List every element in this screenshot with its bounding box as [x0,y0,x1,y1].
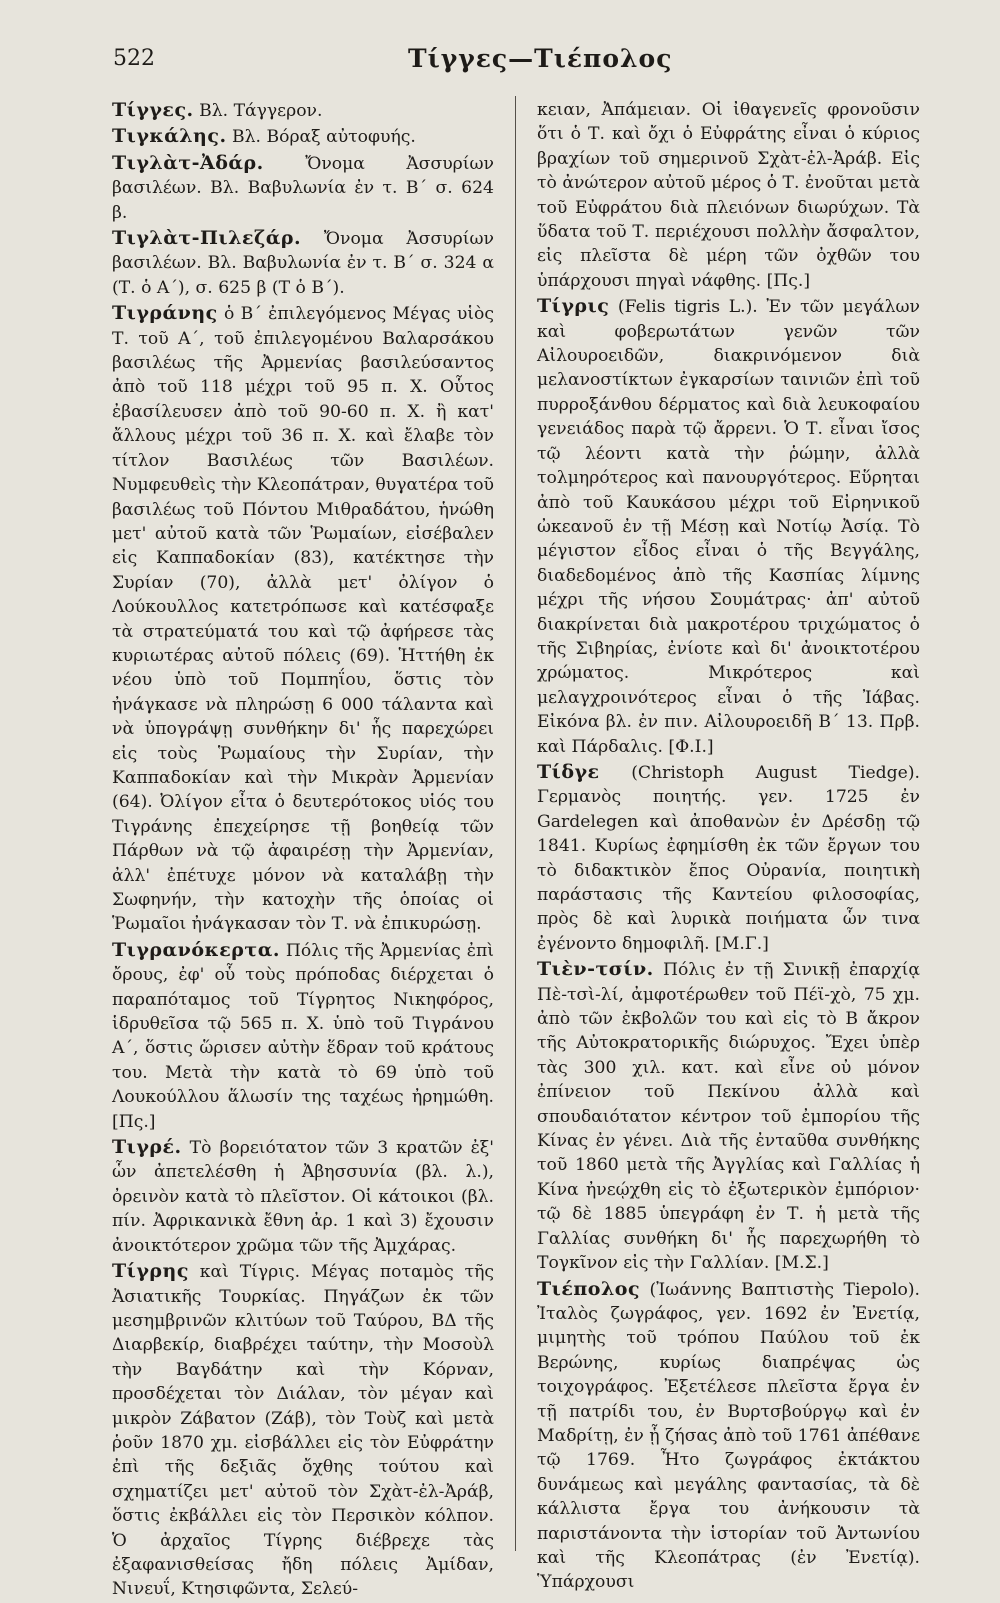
entry [112,301,494,937]
left-column [112,98,494,1603]
entry-headword: Τιγρανόκερτα. [112,938,280,961]
entry-text: Πόλις τῆς Ἀρμενίας ἐπὶ ὄρους, ἐφ' οὗ τοὺς πρόποδας διέρχεται ὁ παραπόταμος τοῦ Τίγρητος Νικηφόρος, ἱδρυθεῖσα τῷ 565 π. Χ. ὑπὸ τοῦ Τιγράνου Α΄, ὅστις ὥρισεν αὐτὴν ἕδραν τοῦ κράτους του. Μετὰ τὴν κατὰ τὸ 69 ὑπὸ τοῦ Λουκούλλου ἅλωσίν της ταχέως ἠρημώθη. [Πς.] [112,940,494,1132]
page-number: 522 [113,46,155,71]
entry [112,226,494,300]
entry-text: κειαν, Ἀπάμειαν. Οἱ ἰθαγενεῖς φρονοῦσιν ὅτι ὁ Τ. καὶ ὄχι ὁ Εὐφράτης εἶναι ὁ κύριος βραχίων τοῦ σημερινοῦ Σχὰτ-ἐλ-Ἀράβ. Εἰς τὸ ἀνώτερον αὐτοῦ μέρος ὁ Τ. ἐνοῦται μετὰ τοῦ Εὐφράτου διὰ πλειόνων διωρύχων. Τὰ ὕδατα τοῦ Τ. περιέχουσι πολλὴν ἄσφαλτον, εἰς πλεῖστα δὲ μέρη τῶν ὀχθῶν του ὑπάρχουσι πηγαὶ νάφθης. [Πς.] [537,100,920,291]
entry-text: (Ἰωάννης Βαπτιστὴς Tiepolo). Ἰταλὸς ζωγράφος, γεν. 1692 ἐν Ἐνετίᾳ, μιμητὴς τοῦ τρόπου Παύλου τοῦ ἐκ Βερώνης, κυρίως διαπρέψας ὡς τοιχογράφος. Ἐξετέλεσε πλεῖστα ἔργα ἐν τῇ πατρίδι του, ἐν Βυρτσβούργῳ καὶ ἐν Μαδρίτῃ, ἐν ᾗ ζήσας ἀπὸ τοῦ 1761 ἀπέθανε τῷ 1769. Ἦτο ζωγράφος ἐκτάκτου δυνάμεως καὶ μεγάλης φαντασίας, τὰ δὲ κάλλιστα ἔργα του ἀνήκουσιν τὰ παριστάνοντα τὴν ἱστορίαν τοῦ Ἀντωνίου καὶ τῆς Κλεοπάτρας (ἐν Ἐνετίᾳ). Ὑπάρχουσι [537,1279,920,1593]
entry [112,124,494,149]
entry [537,760,920,956]
entry-headword: Τίγγες. [112,99,194,121]
entry-headword: Τιέπολος [537,1277,641,1300]
entry-headword: Τιγράνης [112,302,218,325]
entry [112,938,494,1134]
entry-text: (Christoph August Tiedge). Γερμανὸς ποιητής. γεν. 1725 ἐν Gardelegen καὶ ἀποθανὼν ἐν Δρέσδῃ τῷ 1841. Κυρίως ἐφημίσθη ἐκ τῶν ἔργων του τὸ διδακτικὸν ἔπος Οὐρανία, ποιητικὴ παράστασις τῆς Καντείου φιλοσοφίας, πρὸς δὲ καὶ λυρικὰ ποιήματα ὧν τινα ἐγένοντο δημοφιλῆ. [Μ.Γ.] [537,762,920,954]
entry-text: Πόλις ἐν τῇ Σινικῇ ἐπαρχίᾳ Πὲ-τσὶ-λί, ἀμφοτέρωθεν τοῦ Πέϊ-χὸ, 75 χμ. ἀπὸ τῶν ἐκβολῶν του καὶ εἰς τὸ Β ἄκρον τῆς Αὐτοκρατορικῆς διώρυχος. Ἔχει ὑπὲρ τὰς 300 χιλ. κατ. καὶ εἶνε οὐ μόνον ἐπίνειον τοῦ Πεκίνου ἀλλὰ καὶ σπουδαιότατον κέντρον τοῦ ἐμπορίου τῆς Κίνας ἐν γένει. Διὰ τῆς ἐνταῦθα συνθήκης τοῦ 1860 μετὰ τῆς Ἀγγλίας καὶ Γαλλίας ἡ Κίνα ἠνεῴχθη εἰς τὸ ἐξωτερικὸν ἐμπόριον· τῷ δὲ 1885 ὑπεγράφη ἐν Τ. ἡ μετὰ τῆς Γαλλίας συνθήκη δι' ἧς παρεχωρήθη τὸ Τογκῖνον εἰς τὴν Γαλλίαν. [Μ.Σ.] [537,960,920,1274]
entry [112,151,494,225]
entry [537,1277,920,1595]
column-divider [515,96,516,1551]
entry-text: καὶ Τίγρις. Μέγας ποταμὸς τῆς Ἀσιατικῆς Τουρκίας. Πηγάζων ἐκ τῶν μεσημβρινῶν κλιτύων τοῦ Ταύρου, ΒΔ τῆς Διαρβεκίρ, διαβρέχει ταύτην, τὴν Μοσοὺλ τὴν Βαγδάτην καὶ τὴν Κόρναν, προσδέχεται τὸν Διάλαν, τὸν μέγαν καὶ μικρὸν Ζάβατον (Ζάβ), τὸν Τοὺζ καὶ μετὰ ῥοῦν 1870 χμ. εἰσβάλλει εἰς τὸν Εὐφράτην ἐπὶ τῆς δεξιᾶς ὄχθης τούτου καὶ σχηματίζει μετ' αὐτοῦ τὸν Σχὰτ-ἐλ-Ἀράβ, ὅστις ἐκβάλλει εἰς τὸν Περσικὸν κόλπον. Ὁ ἀρχαῖος Τίγρης διέβρεχε τὰς ἐξαφανισθείσας ἤδη πόλεις Ἀμίδαν, Νινευΐ, Κτησιφῶντα, Σελεύ- [112,1262,494,1600]
entry-headword: Τιγκάλης. [112,125,227,148]
entry-text: ὁ Β΄ ἐπιλεγόμενος Μέγας υἱὸς Τ. τοῦ Α΄, τοῦ ἐπιλεγομένου Βαλαρσάκου βασιλέως τῆς Ἀρμενίας βασιλεύσαντος ἀπὸ τοῦ 118 μέχρι τοῦ 95 π. Χ. Οὗτος ἐβασίλευσεν ἀπὸ τοῦ 90-60 π. Χ. ἢ κατ' ἄλλους μέχρι τοῦ 36 π. Χ. καὶ ἔλαβε τὸν τίτλον Βασιλέως τῶν Βασιλέων. Νυμφευθεὶς τὴν Κλεοπάτραν, θυγατέρα τοῦ βασιλέως τοῦ Πόντου Μιθραδάτου, ἡνώθη μετ' αὐτοῦ κατὰ τῶν Ῥωμαίων, εἰσέβαλεν εἰς Καππαδοκίαν (83), κατέκτησε τὴν Συρίαν (70), ἀλλὰ μετ' ὀλίγον ὁ Λούκουλλος κατετρόπωσε καὶ κατέσφαξε τὰ στρατεύματά του καὶ τῷ ἀφήρεσε τὰς κυριωτέρας αὐτοῦ πόλεις (69). Ἡττήθη ἐκ νέου ὑπὸ τοῦ Πομπηΐου, ὅστις τὸν ἠνάγκασε νὰ πληρώσῃ 6 000 τάλαντα καὶ νὰ ὑπογράψῃ συνθήκην δι' ἧς παρεχώρει εἰς τοὺς Ῥωμαίους τὴν Συρίαν, τὴν Καππαδοκίαν καὶ τὴν Μικρὰν Ἀρμενίαν (64). Ὀλίγον εἶτα ὁ δευτερότοκος υἱός του Τιγράνης ἐπεχείρησε τῇ βοηθείᾳ τῶν Πάρθων νὰ τῷ ἀφαιρέσῃ τὴν Ἀρμενίαν, ἀλλ' ἐπέτυχε μόνον νὰ καταλάβῃ τὴν Σωφηνήν, τὴν κατοχὴν τῆς ὁποίας οἱ Ῥωμαῖοι ἠνάγκασαν τὸν Τ. νὰ ἐπικυρώσῃ. [112,304,494,935]
entry-headword: Τίγρις [537,295,610,318]
entry [112,98,494,123]
entry [112,1135,494,1258]
entry-text: Τὸ βορειότατον τῶν 3 κρατῶν ἐξ' ὧν ἀπετελέσθη ἡ Ἀβησσυνία (βλ. λ.), ὀρεινὸν κατὰ τὸ πλεῖστον. Οἱ κάτοικοι (βλ. πίν. Ἀφρικανικὰ ἔθνη ἀρ. 1 καὶ 3) ἔχουσιν ἀνοικτότερον χρῶμα τῶν τῆς Ἀμχάρας. [112,1138,494,1256]
entry-text: Ὄνομα Ἀσσυρίων βασιλέων. Βλ. Βαβυλωνία ἐν τ. Β΄ σ. 624 β. [112,153,494,223]
entry-text: Βλ. Βόραξ αὐτοφυής. [226,127,416,148]
entry-headword: Τιὲν-τσίν. [537,958,654,981]
entry-headword: Τιγλὰτ-Πιλεζάρ. [112,227,302,250]
entry-headword: Τιγρέ. [112,1136,182,1159]
entry [112,1259,494,1602]
running-head: Τίγγες—Τιέπολος [408,44,673,73]
entry [537,957,920,1275]
entry-headword: Τίδγε [537,760,600,783]
entry-headword: Τιγλὰτ-Ἀδάρ. [112,151,264,174]
right-column [537,98,920,1596]
entry-headword: Τίγρης [112,1260,189,1283]
entry-continuation [537,98,920,293]
entry-text: Βλ. Τάγγερον. [193,101,323,121]
entry-text: (Felis tigris L.). Ἐν τῶν μεγάλων καὶ φοβερωτάτων γενῶν τῶν Αἰλουροειδῶν, διακρινόμενον διὰ μελανοστίκτων ἐγκαρσίων ταινιῶν ἐπὶ τοῦ πυρροξάνθου δέρματος καὶ διὰ λευκοφαίου γενειάδος παρὰ τῷ ἄρρενι. Ὁ Τ. εἶναι ἴσος τῷ λέοντι κατὰ τὴν ῥώμην, ἀλλὰ τολμηρότερος καὶ πανουργότερος. Εὕρηται ἀπὸ τοῦ Καυκάσου μέχρι τοῦ Εἰρηνικοῦ ὠκεανοῦ ἐν τῇ Μέσῃ καὶ Νοτίῳ Ἀσίᾳ. Τὸ μέγιστον εἶδος εἶναι ὁ τῆς Βεγγάλης, διαδεδομένος ἀπὸ τῆς Κασπίας λίμνης μέχρι τῆς νήσου Σουμάτρας· ἀπ' αὐτοῦ διακρίνεται διὰ μακροτέρου τριχώματος ὁ τῆς Σιβηρίας, ἐνίοτε καὶ δι' ἀνοικτοτέρου χρώματος. Μικρότερος καὶ μελαγχροινότερος εἶναι ὁ τῆς Ἰάβας. Εἰκόνα βλ. ἐν πιν. Αἰλουροειδῆ Β΄ 13. Πρβ. καὶ Πάρδαλις. [Φ.Ι.] [537,297,920,757]
entry-text: Ὄνομα Ἀσσυρίων βασιλέων. Βλ. Βαβυλωνία ἐν τ. Β΄ σ. 324 α (Τ. ὁ Α΄), σ. 625 β (Τ ὁ Β΄). [112,229,494,298]
entry [537,294,920,759]
